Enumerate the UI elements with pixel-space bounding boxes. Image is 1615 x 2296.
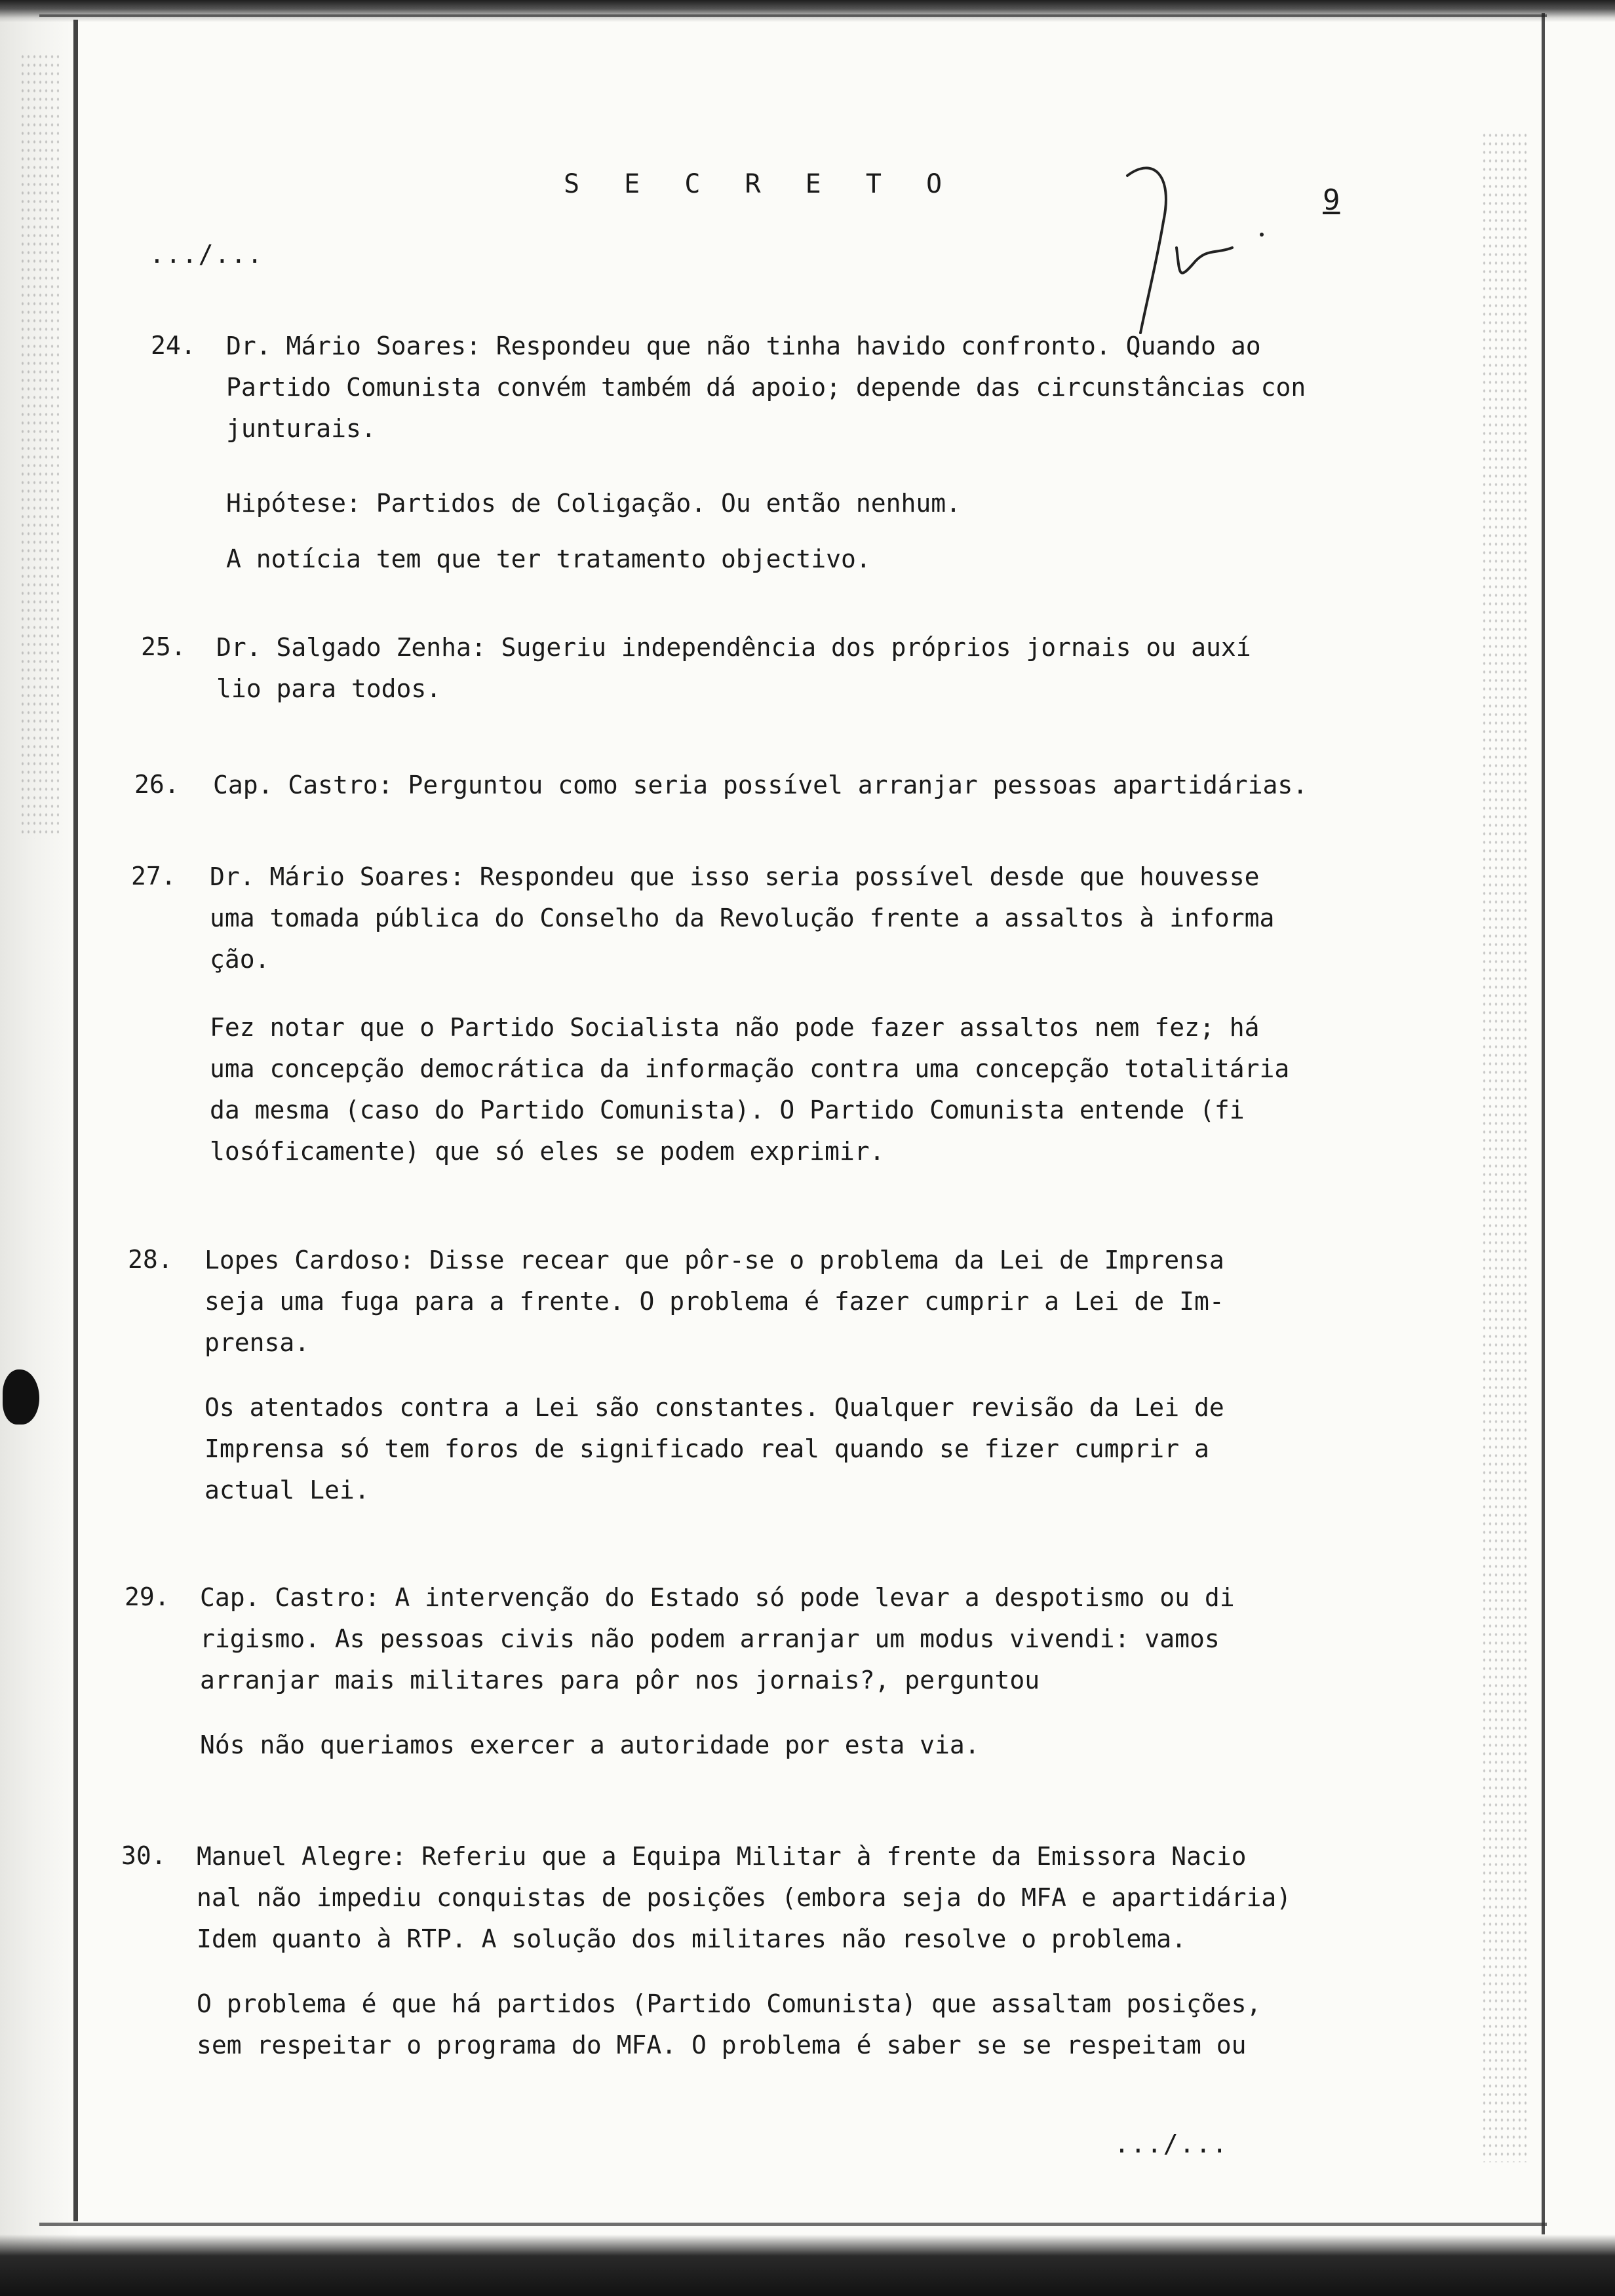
text-line: junturais. (226, 414, 376, 443)
text-line: Dr. Salgado Zenha: Sugeriu independência dos próprios jornais ou auxí (216, 633, 1251, 662)
text-line: uma concepção democrática da informação contra uma concepção totalitária (210, 1054, 1290, 1083)
entry-paragraph (216, 627, 1251, 710)
text-line: arranjar mais militares para pôr nos jornais?, perguntou (200, 1666, 1040, 1694)
entry-number: 28. (128, 1245, 173, 1274)
entry-paragraph (204, 1240, 1224, 1364)
text-line: actual Lei. (204, 1476, 370, 1504)
text-line: Fez notar que o Partido Socialista não pode fazer assaltos nem fez; há (210, 1013, 1260, 1042)
text-line: prensa. (204, 1328, 310, 1357)
text-line: rigismo. As pessoas civis não podem arranjar um modus vivendi: vamos (200, 1624, 1220, 1653)
text-line: Lopes Cardoso: Disse recear que pôr-se o problema da Lei de Imprensa (204, 1246, 1224, 1274)
entry-number: 25. (141, 632, 186, 661)
entry-paragraph (197, 1836, 1291, 1960)
entry-paragraph (210, 856, 1274, 980)
entry-number: 24. (151, 331, 196, 360)
text-line: da mesma (caso do Partido Comunista). O Partido Comunista entende (fi (210, 1096, 1245, 1124)
continuation-mark-top: .../... (149, 240, 264, 269)
text-line: Nós não queriamos exercer a autoridade por esta via. (200, 1731, 980, 1759)
text-line: A notícia tem que ter tratamento objectivo. (226, 545, 871, 573)
page-number: 9 (1323, 183, 1340, 217)
text-line: Partido Comunista convém também dá apoio; depende das circunstâncias con (226, 373, 1306, 402)
entry-number: 30. (121, 1841, 166, 1870)
entry-number: 26. (134, 770, 180, 799)
entry-paragraph (226, 483, 961, 524)
entry-paragraph (213, 765, 1308, 806)
text-line: Cap. Castro: A intervenção do Estado só pode levar a despotismo ou di (200, 1583, 1235, 1612)
text-line: sem respeitar o programa do MFA. O problema é saber se se respeitam ou (197, 2031, 1247, 2059)
text-line: lio para todos. (216, 674, 442, 703)
entry-paragraph (210, 1007, 1289, 1172)
entry-paragraph (197, 1983, 1261, 2066)
text-line: Cap. Castro: Perguntou como seria possível arranjar pessoas apartidárias. (213, 771, 1308, 799)
continuation-mark-bottom: .../... (1114, 2130, 1229, 2158)
classification-heading: S E C R E T O (564, 169, 957, 199)
text-line: Imprensa só tem foros de significado real quando se fizer cumprir a (204, 1434, 1209, 1463)
entry-number: 29. (125, 1582, 170, 1611)
text-line: Os atentados contra a Lei são constantes. Qualquer revisão da Lei de (204, 1393, 1224, 1422)
text-line: Hipótese: Partidos de Coligação. Ou então nenhum. (226, 489, 962, 518)
text-line: uma tomada pública do Conselho da Revolução frente a assaltos à informa (210, 904, 1275, 932)
text-line: ção. (210, 945, 270, 974)
text-line: Dr. Mário Soares: Respondeu que não tinha havido confronto. Quando ao (226, 332, 1261, 360)
entry-number: 27. (131, 862, 176, 890)
text-line: Manuel Alegre: Referiu que a Equipa Militar à frente da Emissora Nacio (197, 1842, 1247, 1871)
text-line: Idem quanto à RTP. A solução dos militares não resolve o problema. (197, 1924, 1186, 1953)
text-line: seja uma fuga para a frente. O problema é fazer cumprir a Lei de Im- (204, 1287, 1224, 1316)
entry-paragraph (226, 326, 1306, 450)
entry-paragraph (200, 1725, 980, 1766)
entry-paragraph (200, 1577, 1235, 1701)
text-line: losóficamente) que só eles se podem exprimir. (210, 1137, 885, 1166)
handwritten-initials (1101, 149, 1298, 346)
text-line: O problema é que há partidos (Partido Comunista) que assaltam posições, (197, 1989, 1262, 2018)
text-line: nal não impediu conquistas de posições (embora seja do MFA e apartidária) (197, 1883, 1292, 1912)
entry-paragraph (204, 1387, 1224, 1511)
entry-paragraph (226, 539, 871, 580)
text-line: Dr. Mário Soares: Respondeu que isso seria possível desde que houvesse (210, 862, 1260, 891)
